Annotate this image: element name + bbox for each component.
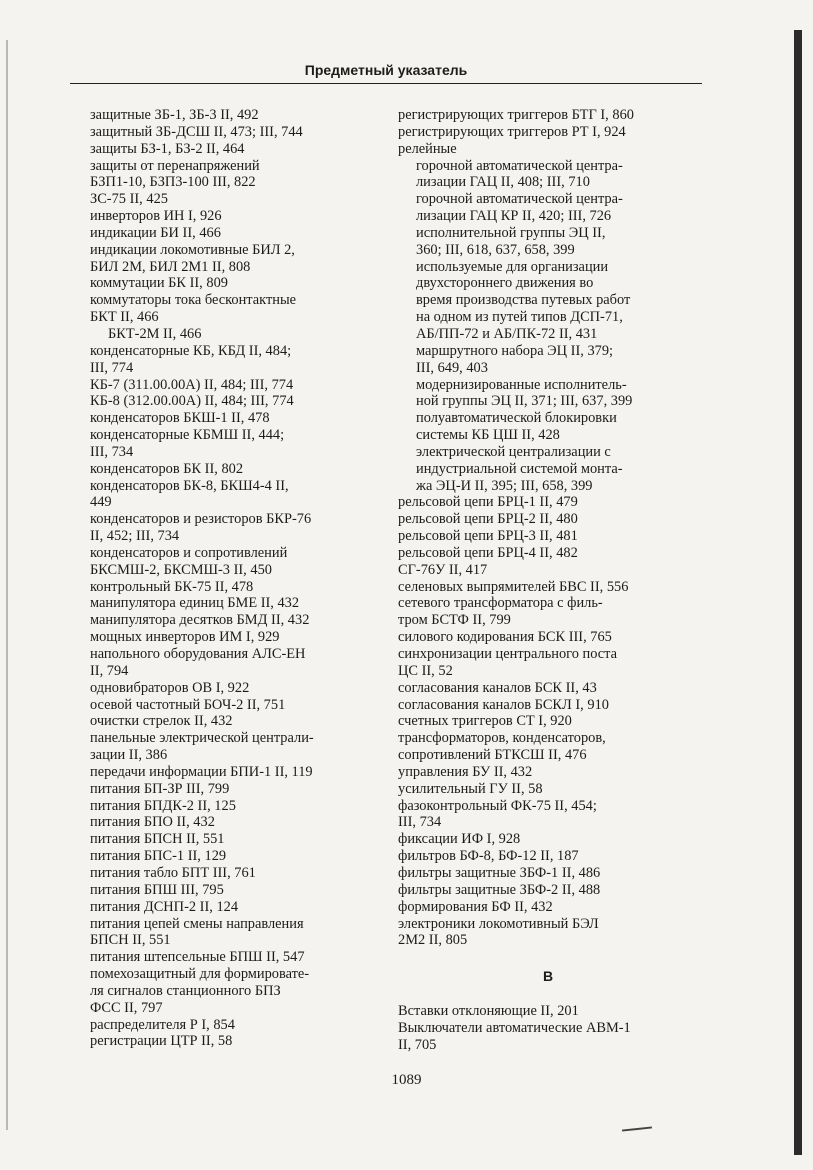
index-entry-line: коммутаторы тока бесконтактные [90, 292, 296, 309]
index-entry-line: инверторов ИН I, 926 [90, 208, 222, 225]
index-entry-line: коммутации БК II, 809 [90, 275, 228, 292]
index-entry-line: питания БПСН II, 551 [90, 831, 225, 848]
index-entry-line: селеновых выпрямителей БВС II, 556 [398, 578, 629, 595]
index-entry-line: манипулятора единиц БМЕ II, 432 [90, 595, 300, 612]
index-entry-line: полуавтоматической блокировки [416, 410, 617, 427]
page-number: 1089 [391, 1072, 422, 1088]
index-entry-line: конденсаторные КБМШ II, 444; [90, 427, 285, 444]
index-entry-line: конденсаторные КБ, КБД II, 484; [90, 342, 292, 359]
index-entry-line: БКТ II, 466 [90, 309, 159, 326]
index-entry-line: ной группы ЭЦ II, 371; III, 637, 399 [416, 393, 633, 410]
index-entry-line: регистрирующих триггеров РТ I, 924 [398, 123, 626, 140]
index-entry-line: ФСС II, 797 [90, 999, 163, 1016]
index-entry-line: фазоконтрольный ФК-75 II, 454; [398, 797, 597, 814]
index-entry-line: согласования каналов БСКЛ I, 910 [398, 696, 609, 713]
index-entry-line: очистки стрелок II, 432 [90, 713, 233, 730]
index-entry-line: III, 734 [398, 814, 442, 831]
index-entry-line: релейные [398, 140, 457, 157]
index-entry-line: конденсаторов БКШ-1 II, 478 [90, 410, 270, 427]
index-entry-line: конденсаторов БК II, 802 [90, 460, 244, 477]
index-entry-line: регистрирующих триггеров БТГ I, 860 [398, 107, 634, 123]
index-entry-line: рельсовой цепи БРЦ-1 II, 479 [398, 494, 578, 511]
index-entry-line: защитный ЗБ-ДСШ II, 473; III, 744 [90, 123, 303, 140]
section-gap [398, 991, 698, 1003]
section-letter: В [542, 968, 554, 985]
index-entry-line: трансформаторов, конденсаторов, [398, 730, 606, 747]
index-entry-line: III, 734 [90, 443, 134, 460]
index-entry-line: лизации ГАЦ II, 408; III, 710 [416, 174, 590, 191]
index-entry-line: питания табло БПТ III, 761 [90, 864, 256, 881]
header-rule [70, 83, 702, 84]
index-entry-line: лизации ГАЦ КР II, 420; III, 726 [416, 208, 612, 225]
index-entry-line: помехозащитный для формировате- [90, 966, 310, 983]
index-entry-line: индикации локомотивные БИЛ 2, [90, 241, 295, 258]
index-entry-line: панельные электрической централи- [90, 730, 314, 747]
index-entry-line: силового кодирования БСК III, 765 [398, 629, 612, 646]
index-entry-line: контрольный БК-75 II, 478 [90, 578, 254, 595]
left-column-entries [90, 107, 390, 1050]
index-entry-line: II, 705 [398, 1036, 437, 1053]
index-entry-line: Вставки отклоняющие II, 201 [398, 1003, 579, 1020]
index-entry-line: на одном из путей типов ДСП-71, [416, 309, 623, 326]
index-entry-line: счетных триггеров СТ I, 920 [398, 713, 572, 730]
index-entry-line: питания БПДК-2 II, 125 [90, 797, 236, 814]
right-column-entries [398, 107, 698, 949]
index-entry-line: фиксации ИФ I, 928 [398, 831, 521, 848]
index-entry-line: зации II, 386 [90, 747, 168, 764]
index-entry-line: сопротивлений БТКСШ II, 476 [398, 747, 587, 764]
index-entry-line: согласования каналов БСК II, 43 [398, 679, 597, 696]
index-entry-line: одновибраторов ОВ I, 922 [90, 679, 250, 696]
index-entry-line: конденсаторов и сопротивлений [90, 544, 288, 561]
index-entry-line: питания БПШ III, 795 [90, 881, 224, 898]
index-entry-line: горочной автоматической центра- [416, 191, 623, 208]
index-entry-line: питания БПС-1 II, 129 [90, 848, 227, 865]
index-entry-line: фильтры защитные ЗБФ-2 II, 488 [398, 881, 601, 898]
index-entry-line: манипулятора десятков БМД II, 432 [90, 612, 310, 629]
index-entry-line: фильтры защитные ЗБФ-1 II, 486 [398, 864, 601, 881]
index-entry-line: осевой частотный БОЧ-2 II, 751 [90, 696, 286, 713]
section-gap [398, 949, 698, 961]
index-entry-line: Выключатели автоматические АВМ-1 [398, 1020, 631, 1037]
index-entry-line: АБ/ПП-72 и АБ/ПК-72 II, 431 [416, 325, 598, 342]
index-entry-line: питания БПО II, 432 [90, 814, 215, 831]
right-column [398, 107, 698, 1054]
index-entry-line: рельсовой цепи БРЦ-2 II, 480 [398, 511, 578, 528]
index-entry-line: защиты БЗ-1, БЗ-2 II, 464 [90, 140, 245, 157]
index-entry-line: сетевого трансформатора с филь- [398, 595, 603, 612]
index-entry-line: регистрации ЦТР II, 58 [90, 1033, 233, 1050]
index-entry-line: индустриальной системой монта- [416, 460, 623, 477]
index-entry-line: ЦС II, 52 [398, 662, 453, 679]
index-entry-line: жа ЭЦ-И II, 395; III, 658, 399 [416, 477, 593, 494]
index-entry-line: 449 [90, 494, 112, 511]
index-entry-line: управления БУ II, 432 [398, 763, 533, 780]
index-entry-line: III, 649, 403 [416, 359, 488, 376]
index-entry-line: модернизированные исполнитель- [416, 376, 627, 393]
index-entry-line: двухстороннего движения во [416, 275, 594, 292]
index-entry-line: фильтров БФ-8, БФ-12 II, 187 [398, 848, 579, 865]
index-entry-line: усилительный ГУ II, 58 [398, 780, 543, 797]
index-entry-line: ля сигналов станционного БПЗ [90, 982, 281, 999]
index-entry-line: формирования БФ II, 432 [398, 898, 553, 915]
index-entry-line: напольного оборудования АЛС-ЕН [90, 646, 306, 662]
scan-smudge [622, 1126, 652, 1131]
index-entry-line: 360; III, 618, 637, 658, 399 [416, 241, 575, 258]
index-entry-line: исполнительной группы ЭЦ II, [416, 224, 606, 241]
page-left-edge [6, 40, 8, 1130]
right-column-entries-section-b [398, 1003, 698, 1054]
index-entry-line: БКТ-2М II, 466 [108, 325, 202, 342]
index-entry-line: питания ДСНП-2 II, 124 [90, 898, 239, 915]
index-entry-line: БПСН II, 551 [90, 932, 171, 949]
index-entry-line: время производства путевых работ [416, 292, 631, 309]
index-entry-line: рельсовой цепи БРЦ-4 II, 482 [398, 544, 578, 561]
index-entry-line: передачи информации БПИ-1 II, 119 [90, 763, 313, 780]
index-entry-line: КБ-8 (312.00.00А) II, 484; III, 774 [90, 393, 294, 410]
index-entry-line: электроники локомотивный БЭЛ [398, 915, 599, 932]
index-entry-line: мощных инверторов ИМ I, 929 [90, 629, 280, 646]
index-entry-line: горочной автоматической центра- [416, 157, 623, 174]
index-entry-line: питания штепсельные БПШ II, 547 [90, 949, 305, 966]
index-entry-line: защиты от перенапряжений [90, 157, 260, 174]
index-entry-line: 2М2 II, 805 [398, 932, 468, 949]
index-entry-line: системы КБ ЦШ II, 428 [416, 427, 560, 444]
index-entry-line: III, 774 [90, 359, 134, 376]
index-entry-line: защитные ЗБ-1, ЗБ-3 II, 492 [90, 107, 259, 123]
page-right-edge [794, 30, 802, 1155]
index-entry-line: питания БП-ЗР III, 799 [90, 780, 230, 797]
index-entry-line: КБ-7 (311.00.00А) II, 484; III, 774 [90, 376, 294, 393]
index-entry-line: СГ-76У II, 417 [398, 561, 488, 578]
index-entry-line: распределителя Р I, 854 [90, 1016, 235, 1033]
index-entry-line: маршрутного набора ЭЦ II, 379; [416, 342, 614, 359]
left-column [90, 107, 390, 1050]
index-entry-line: используемые для организации [416, 258, 609, 275]
index-entry-line: электрической централизации с [416, 443, 611, 460]
index-entry-line: конденсаторов и резисторов БКР-76 [90, 511, 312, 528]
index-entry-line: индикации БИ II, 466 [90, 224, 221, 241]
index-entry-line: II, 452; III, 734 [90, 528, 180, 545]
index-entry-line: рельсовой цепи БРЦ-3 II, 481 [398, 528, 578, 545]
index-entry-line: тром БСТФ II, 799 [398, 612, 511, 629]
index-entry-line: ЗС-75 II, 425 [90, 191, 168, 208]
index-entry-line: БКСМШ-2, БКСМШ-3 II, 450 [90, 561, 272, 578]
index-entry-line: питания цепей смены направления [90, 915, 304, 932]
index-entry-line: конденсаторов БК-8, БКШ4-4 II, [90, 477, 289, 494]
index-entry-line: синхронизации центрального поста [398, 646, 617, 662]
index-entry-line: II, 794 [90, 662, 129, 679]
index-entry-line: БИЛ 2М, БИЛ 2М1 II, 808 [90, 258, 251, 275]
index-entry-line: БЗП1-10, БЗП3-100 III, 822 [90, 174, 256, 191]
running-header: Предметный указатель [304, 62, 468, 78]
